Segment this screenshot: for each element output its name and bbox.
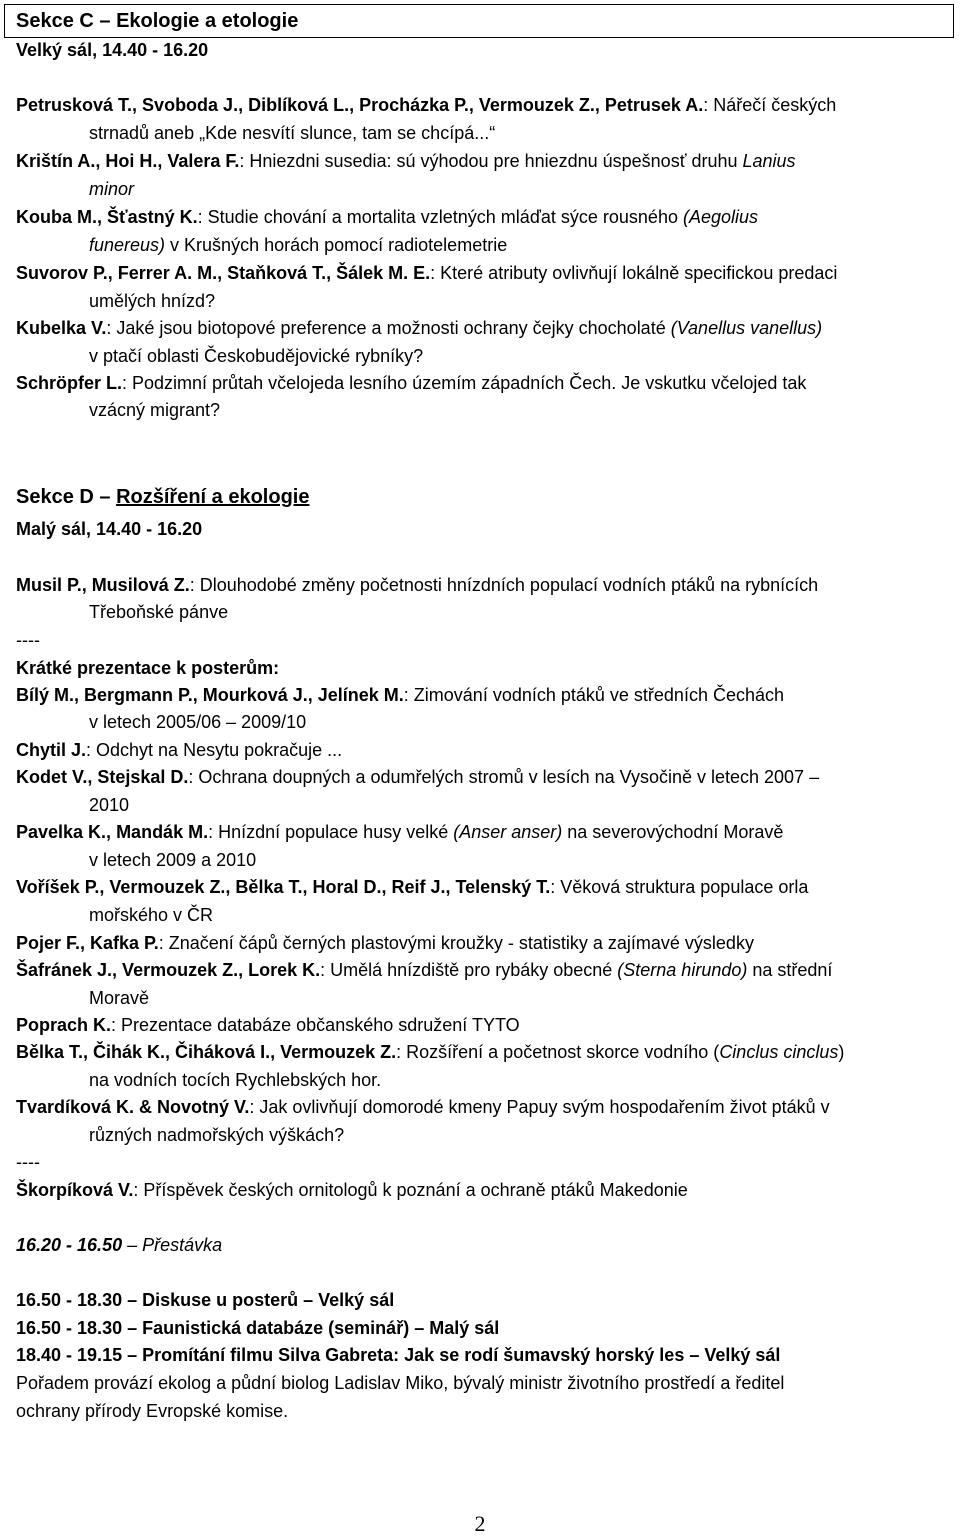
entry-c-1 — [16, 91, 946, 119]
poster-10-cont: různých nadmořských výškách? — [89, 1125, 345, 1145]
section-c-venue: Velký sál, 14.40 - 16.20 — [16, 40, 209, 60]
entry-title: : Jaké jsou biotopové preference a možnosti ochrany čejky chocholaté — [106, 318, 671, 338]
entry-authors: Krištín A., Hoi H., Valera F. — [16, 151, 240, 171]
entry-d-skorpik — [16, 1176, 946, 1204]
entry-title: : Jak ovlivňují domorodé kmeny Papuy svým hospodařením život ptáků v — [249, 1097, 830, 1117]
poster-6 — [16, 929, 946, 957]
entry-title: : Studie chování a mortalita vzletných mláďat sýce rousného — [197, 207, 683, 227]
entry-title: : Značení čápů černých plastovými kroužky - statistiky a zajímavé výsledky — [158, 933, 754, 953]
entry-title-italic: Lanius — [742, 151, 796, 171]
entry-authors: Škorpíková V. — [16, 1180, 134, 1200]
entry-title: ) — [838, 1042, 845, 1062]
page-number: 2 — [474, 1511, 486, 1536]
break-time: 16.20 - 16.50 — [16, 1235, 123, 1255]
entry-authors: Musil P., Musilová Z. — [16, 575, 190, 595]
entry-authors: Šafránek J., Vermouzek Z., Lorek K. — [16, 960, 321, 980]
poster-5 — [16, 873, 946, 901]
entry-title: : Které atributy ovlivňují lokálně specifickou predaci — [430, 263, 838, 283]
entry-title: : Ochrana doupných a odumřelých stromů v lesích na Vysočině v letech 2007 – — [188, 767, 820, 787]
entry-c-2-cont: minor — [89, 179, 135, 199]
entry-title: : Rozšíření a početnost skorce vodního ( — [396, 1042, 720, 1062]
entry-title: : Věková struktura populace orla — [550, 877, 809, 897]
poster-9 — [16, 1038, 946, 1066]
entry-d-musil — [16, 571, 946, 599]
separator: ---- — [16, 1152, 40, 1172]
entry-title: : Zimování vodních ptáků ve středních Čechách — [403, 685, 784, 705]
entry-title: : Dlouhodobé změny početnosti hnízdních populací vodních ptáků na rybnících — [189, 575, 819, 595]
entry-c-3 — [16, 203, 946, 231]
entry-authors: Poprach K. — [16, 1015, 112, 1035]
entry-authors: Schröpfer L. — [16, 373, 123, 393]
entry-c-1-cont: strnadů aneb „Kde nesvítí slunce, tam se chcípá...“ — [89, 123, 496, 143]
separator: ---- — [16, 630, 40, 650]
schedule-item-film: 18.40 - 19.15 – Promítání filmu Silva Gabreta: Jak se rodí šumavský horský les – Velký sál — [16, 1345, 781, 1365]
entry-c-6-cont: vzácný migrant? — [89, 400, 221, 420]
entry-authors: Voříšek P., Vermouzek Z., Bělka T., Horal D., Reif J., Telenský T. — [16, 877, 551, 897]
entry-authors: Pojer F., Kafka P. — [16, 933, 159, 953]
poster-7-cont: Moravě — [89, 988, 150, 1008]
section-d-title-prefix: Sekce D – — [16, 486, 117, 508]
schedule-item-database: 16.50 - 18.30 – Faunistická databáze (seminář) – Malý sál — [16, 1318, 500, 1338]
entry-authors: Suvorov P., Ferrer A. M., Staňková T., Šálek M. E. — [16, 263, 431, 283]
entry-authors: Chytil J. — [16, 740, 87, 760]
break-line — [16, 1231, 222, 1259]
entry-title: : Prezentace databáze občanského sdružení TYTO — [111, 1015, 520, 1035]
schedule-note: Pořadem provází ekolog a půdní biolog Ladislav Miko, bývalý ministr životního prostředí a ředitel — [16, 1373, 785, 1393]
poster-5-cont: mořského v ČR — [89, 905, 214, 925]
poster-4 — [16, 818, 946, 846]
poster-9-cont: na vodních tocích Rychlebských hor. — [89, 1070, 382, 1090]
entry-c-5 — [16, 314, 946, 342]
poster-7 — [16, 956, 946, 984]
poster-1-cont: v letech 2005/06 – 2009/10 — [89, 712, 307, 732]
entry-title: na severovýchodní Moravě — [562, 822, 784, 842]
poster-3 — [16, 763, 946, 791]
entry-authors: Kouba M., Šťastný K. — [16, 207, 198, 227]
entry-c-6 — [16, 369, 946, 397]
entry-c-5-cont: v ptačí oblasti Českobudějovické rybníky? — [89, 346, 424, 366]
schedule-note-cont: ochrany přírody Evropské komise. — [16, 1401, 289, 1421]
entry-c-3-cont — [89, 231, 507, 259]
entry-title: v Krušných horách pomocí radiotelemetrie — [165, 235, 508, 255]
poster-1 — [16, 681, 946, 709]
entry-c-2 — [16, 147, 946, 175]
poster-2 — [16, 736, 946, 764]
entry-c-4 — [16, 259, 946, 287]
posters-heading: Krátké prezentace k posterům: — [16, 658, 280, 678]
entry-authors: Bílý M., Bergmann P., Mourková J., Jelínek M. — [16, 685, 404, 705]
section-c-title: Sekce C – Ekologie a etologie — [16, 10, 299, 32]
entry-title-italic: (Aegolius — [682, 207, 759, 227]
entry-title: na střední — [747, 960, 833, 980]
entry-title: : Nářečí českých — [703, 95, 837, 115]
entry-title: : Příspěvek českých ornitologů k poznání a ochraně ptáků Makedonie — [133, 1180, 688, 1200]
poster-8 — [16, 1011, 946, 1039]
entry-authors: Pavelka K., Mandák M. — [16, 822, 209, 842]
entry-authors: Bělka T., Čihák K., Čiháková I., Vermouzek Z. — [16, 1042, 397, 1062]
entry-title: : Podzimní průtah včelojeda lesního územím západních Čech. Je vskutku včelojed tak — [122, 373, 807, 393]
entry-c-4-cont: umělých hnízd? — [89, 291, 216, 311]
entry-authors: Petrusková T., Svoboda J., Diblíková L., Procházka P., Vermouzek Z., Petrusek A. — [16, 95, 704, 115]
entry-title: : Umělá hnízdiště pro rybáky obecné — [320, 960, 618, 980]
entry-authors: Kodet V., Stejskal D. — [16, 767, 189, 787]
entry-title-italic: (Anser anser) — [453, 822, 563, 842]
entry-authors: Tvardíková K. & Novotný V. — [16, 1097, 250, 1117]
entry-title-italic: funereus) — [89, 235, 166, 255]
entry-title: : Hniezdni susedia: sú výhodou pre hniezdnu úspešnosť druhu — [239, 151, 743, 171]
section-d-title-main: Rozšíření a ekologie — [116, 486, 310, 508]
section-d-title — [16, 483, 309, 511]
poster-3-cont: 2010 — [89, 795, 130, 815]
poster-10 — [16, 1093, 946, 1121]
poster-4-cont: v letech 2009 a 2010 — [89, 850, 257, 870]
entry-title-italic: Cinclus cinclus — [719, 1042, 839, 1062]
entry-d-musil-cont: Třeboňské pánve — [89, 602, 229, 622]
entry-title: : Odchyt na Nesytu pokračuje ... — [86, 740, 343, 760]
entry-title-italic: (Vanellus vanellus) — [670, 318, 823, 338]
section-d-venue: Malý sál, 14.40 - 16.20 — [16, 519, 203, 539]
entry-title: : Hnízdní populace husy velké — [208, 822, 454, 842]
entry-title-italic: (Sterna hirundo) — [617, 960, 748, 980]
schedule-item-posters: 16.50 - 18.30 – Diskuse u posterů – Velký sál — [16, 1290, 395, 1310]
break-label: – Přestávka — [122, 1235, 223, 1255]
entry-authors: Kubelka V. — [16, 318, 107, 338]
